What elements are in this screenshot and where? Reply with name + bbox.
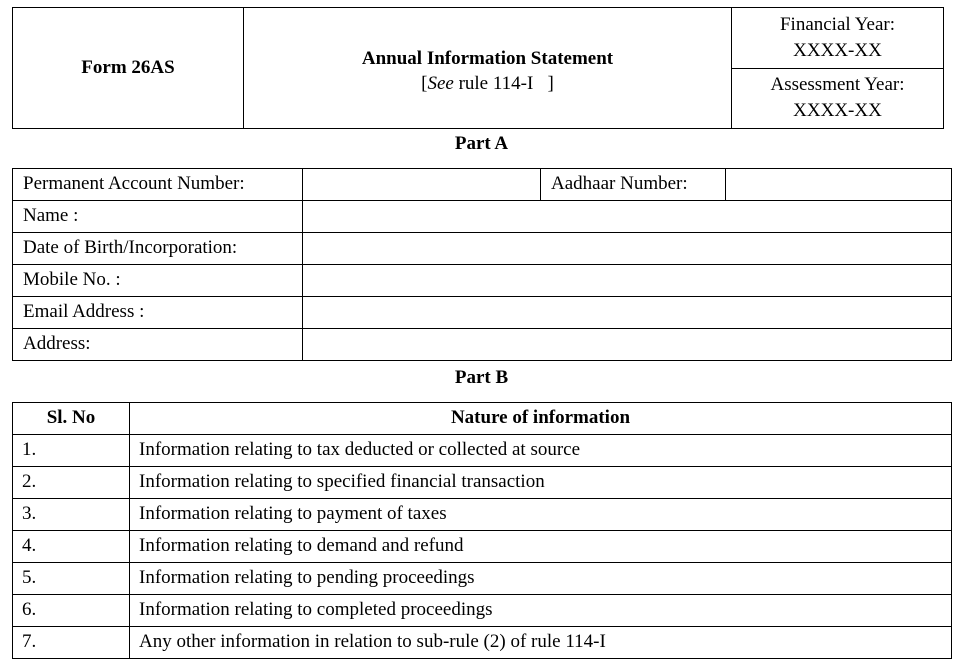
col-nature: Nature of information <box>130 403 952 435</box>
rule-bracket: [ <box>421 73 428 94</box>
table-row <box>13 531 952 563</box>
name-label: Name : <box>13 201 303 233</box>
table-row <box>13 265 952 297</box>
aadhaar-label: Aadhaar Number: <box>541 169 726 201</box>
part-b-table <box>12 402 952 659</box>
table-row <box>13 297 952 329</box>
form-title-cell <box>244 8 732 129</box>
pan-label: Permanent Account Number: <box>13 169 303 201</box>
row-nature: Information relating to specified financial transaction <box>130 467 952 499</box>
table-row <box>13 467 952 499</box>
form-header-table <box>12 7 944 129</box>
rule-see: See <box>427 73 454 94</box>
dob-value <box>303 233 952 265</box>
table-row <box>13 627 952 659</box>
mobile-value <box>303 265 952 297</box>
row-sl: 2. <box>13 467 130 499</box>
row-nature: Any other information in relation to sub-rule (2) of rule 114-I <box>130 627 952 659</box>
assessment-year-label: Assessment Year: <box>770 74 905 96</box>
table-row <box>13 499 952 531</box>
table-row <box>13 233 952 265</box>
table-row <box>13 329 952 361</box>
row-sl: 4. <box>13 531 130 563</box>
aadhaar-value <box>726 169 952 201</box>
row-sl: 5. <box>13 563 130 595</box>
table-row <box>13 563 952 595</box>
row-nature: Information relating to payment of taxes <box>130 499 952 531</box>
assessment-year-value: XXXX-XX <box>793 100 882 122</box>
address-value <box>303 329 952 361</box>
row-sl: 1. <box>13 435 130 467</box>
name-value <box>303 201 952 233</box>
form-name: Form 26AS <box>13 8 244 129</box>
row-nature: Information relating to demand and refund <box>130 531 952 563</box>
row-sl: 6. <box>13 595 130 627</box>
table-row <box>13 169 952 201</box>
rule-text: rule 114-I ] <box>453 73 554 94</box>
pan-value <box>303 169 541 201</box>
address-label: Address: <box>13 329 303 361</box>
form-title: Annual Information Statement <box>361 48 614 70</box>
table-header-row <box>13 403 952 435</box>
row-nature: Information relating to tax deducted or collected at source <box>130 435 952 467</box>
part-a-heading: Part A <box>454 133 509 154</box>
assessment-year-cell <box>732 68 944 129</box>
financial-year-cell <box>732 8 944 69</box>
part-b-heading: Part B <box>454 367 509 388</box>
dob-label: Date of Birth/Incorporation: <box>13 233 303 265</box>
email-value <box>303 297 952 329</box>
row-nature: Information relating to pending proceedings <box>130 563 952 595</box>
email-label: Email Address : <box>13 297 303 329</box>
table-row <box>13 201 952 233</box>
row-sl: 7. <box>13 627 130 659</box>
col-sl-no: Sl. No <box>13 403 130 435</box>
table-row <box>13 435 952 467</box>
financial-year-value: XXXX-XX <box>793 39 882 61</box>
row-nature: Information relating to completed proceedings <box>130 595 952 627</box>
table-row <box>13 595 952 627</box>
part-a-table <box>12 168 952 361</box>
rule-reference <box>244 73 731 96</box>
financial-year-label: Financial Year: <box>779 13 896 35</box>
row-sl: 3. <box>13 499 130 531</box>
mobile-label: Mobile No. : <box>13 265 303 297</box>
